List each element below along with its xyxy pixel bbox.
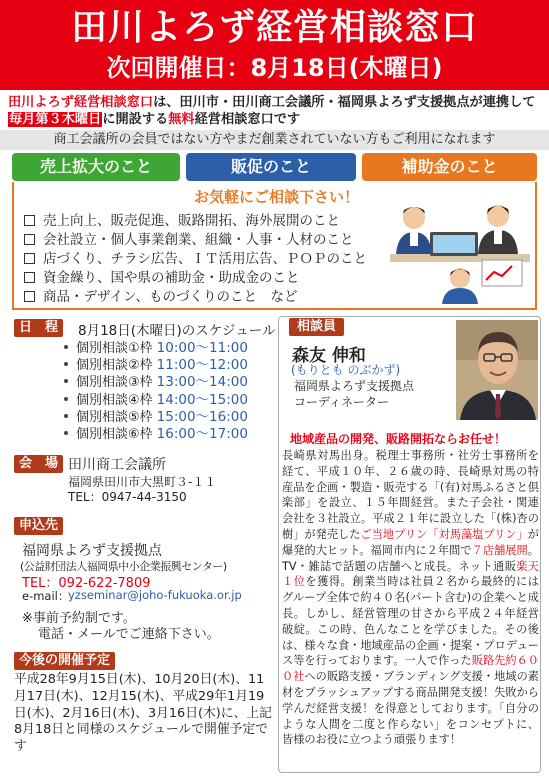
apply-note-reservation: ※事前予約制です。 [22, 611, 136, 626]
schedule-list [64, 340, 248, 443]
advisor-organization: 福岡県よろず支援拠点 [294, 379, 415, 393]
slot-time: 11:00～12:00 [156, 357, 248, 374]
slot-time: 15:00～16:00 [156, 408, 248, 425]
schedule-title: 8月18日(木曜日)のスケジュール [78, 323, 276, 339]
page-title: 田川よろず経営相談窓口 [70, 7, 478, 48]
future-schedule-text: 平成28年9月15日(木)、10月20日(木)、11月17日(木)、12月15(木)、平成29年1月19日(木)、2月16日(木)、3月16日(木)に、上記8月18日と同様のスケジュールで開催予定です [14, 672, 272, 755]
bio-segment: 。TV・雑誌で話題の店舗へと成長。ネット通販 [282, 543, 539, 573]
apply-email-link[interactable]: yzseminar@joho-fukuoka.or.jp [68, 588, 242, 602]
checkbox-icon [24, 253, 35, 264]
bullet-icon [64, 379, 68, 383]
bio-highlight: 販路先約６００社 [282, 654, 539, 684]
next-date: 次回開催日：8月18日(木曜日) [106, 54, 443, 82]
advisor-label: 相談員 [289, 318, 344, 336]
slot-time: 13:00～14:00 [156, 374, 248, 391]
schedule-label: 日 程 [14, 319, 63, 337]
advisor-photo [456, 320, 538, 420]
bio-segment: への販路支援・ブランディング支援・地域の素材をブラッシュアップする商品開発支援！失敗から学んだ経営支援！を得意としております。「自分のような人間を二度と作らない」をコンセプトに、皆様のお役に立つよう頑張ります！ [282, 670, 539, 747]
slot-name: 個別相談①枠 [76, 341, 153, 356]
consult-heading: お気軽にご相談下さい！ [194, 188, 360, 206]
list-item [64, 392, 248, 409]
future-schedule-label: 今後の開催予定 [14, 652, 115, 670]
advisor-bio [282, 448, 539, 748]
bullet-icon [64, 345, 68, 349]
intro-partners: は、田川市・田川商工会議所・福岡県よろず支援拠点が連携して [153, 95, 536, 110]
tab-promotion: 販促のこと [186, 153, 356, 181]
apply-note-contact: 電話・メールでご連絡下さい。 [38, 627, 220, 642]
list-item [64, 426, 248, 443]
intro-day-highlight: 毎月第３木曜日 [9, 112, 102, 127]
topic-text: 店づくり、チラシ広告、ＩＴ活用広告、ＰＯＰのこと [43, 251, 367, 267]
checkbox-icon [24, 234, 35, 245]
bio-segment: が爆発的大ヒット。福岡市内に２年間で [282, 527, 539, 557]
members-note: 商工会議所の会員ではない方やまだ創業されていない方もご利用になれます [0, 130, 549, 150]
list-item [64, 409, 248, 426]
list-item [64, 340, 248, 357]
intro-text [8, 94, 543, 128]
checkbox-icon [24, 215, 35, 226]
topic-text: 資金繰り、国や県の補助金・助成金のこと [43, 270, 300, 286]
slot-time: 10:00～11:00 [156, 340, 248, 356]
list-item [24, 212, 367, 231]
venue-label: 会 場 [14, 455, 63, 473]
bullet-icon [64, 431, 68, 435]
apply-mail-label: e-mail： [22, 589, 70, 603]
consultation-illustration [390, 194, 530, 304]
apply-tel: TEL：092-622-7809 [22, 576, 151, 591]
bio-highlight: 楽天１位 [282, 559, 539, 589]
apply-label: 申込先 [14, 517, 63, 535]
venue-tel: TEL：0947-44-3150 [68, 490, 187, 504]
apply-organization-sub: (公益財団法人福岡県中小企業振興センター) [20, 560, 227, 573]
advisor-name: 森友 伸和 [292, 346, 366, 366]
list-item [64, 357, 248, 374]
apply-organization: 福岡県よろず支援拠点 [22, 543, 162, 559]
venue-address: 福岡県田川市大黒町３-１１ [68, 475, 217, 489]
list-item [24, 231, 367, 250]
tab-sales-expansion: 売上拡大のこと [12, 153, 180, 181]
topic-text: 会社設立・個人事業創業、組織・人事・人材のこと [43, 232, 354, 248]
bio-segment: 長崎県対馬出身。税理士事務所・社労士事務所を経て、平成１０年、２６歳の時、長崎県対馬の特産品を企画・製造・販売する「(有)対馬ふるさと倶楽部」を設立、１５年間経営。また子会社・関連会社を３社設立。平成２１年に設立した「(株)杏の樹」が発売した [282, 449, 539, 541]
list-item [24, 288, 367, 307]
topic-text: 商品・デザイン、ものづくりのこと など [43, 289, 298, 305]
intro-tail: 経営相談窓口です [194, 112, 301, 127]
bullet-icon [64, 362, 68, 366]
slot-name: 個別相談④枠 [76, 392, 153, 408]
list-item [24, 250, 367, 269]
advisor-slogan: 地域産品の開発、販路開拓ならお任せ！ [290, 432, 507, 446]
intro-open: に開設する [102, 112, 169, 127]
slot-name: 個別相談②枠 [76, 358, 153, 374]
slot-name: 個別相談⑤枠 [76, 409, 153, 425]
slot-time: 14:00～15:00 [156, 391, 248, 408]
topic-text: 売上向上、販売促進、販路開拓、海外展開のこと [43, 213, 340, 229]
advisor-role: コーディネーター [294, 395, 390, 409]
advisor-name-reading: (もりとも のぶかず) [291, 363, 401, 377]
bio-segment: を獲得。創業当時は社員２名から最終的にはグループ全体で約４０名(パート含む)の企業へと成長。しかし、経営管理の甘さから平成２４年経営破綻。この時、色んなことを学びました。その後は、様々な食・地域産品の企画・提案・プロデュース等を行っております。一人で作った [282, 575, 539, 668]
list-item [64, 374, 248, 391]
slot-name: 個別相談⑥枠 [76, 427, 153, 443]
slot-name: 個別相談③枠 [76, 375, 153, 391]
bullet-icon [64, 397, 68, 401]
venue-name: 田川商工会議所 [68, 457, 166, 473]
tab-subsidy: 補助金のこと [362, 153, 537, 181]
checkbox-icon [24, 291, 35, 302]
consult-topic-list [24, 212, 367, 307]
bullet-icon [64, 414, 68, 418]
bio-highlight: ご当地プリン「対馬藻塩プリン」 [360, 527, 528, 541]
slot-time: 16:00～17:00 [156, 426, 248, 443]
bio-highlight: ７店舗展開 [471, 543, 528, 557]
intro-window-name: 田川よろず経営相談窓口 [8, 95, 154, 110]
list-item [24, 269, 367, 288]
intro-free: 無料 [168, 112, 195, 127]
checkbox-icon [24, 272, 35, 283]
header-banner [0, 0, 549, 90]
